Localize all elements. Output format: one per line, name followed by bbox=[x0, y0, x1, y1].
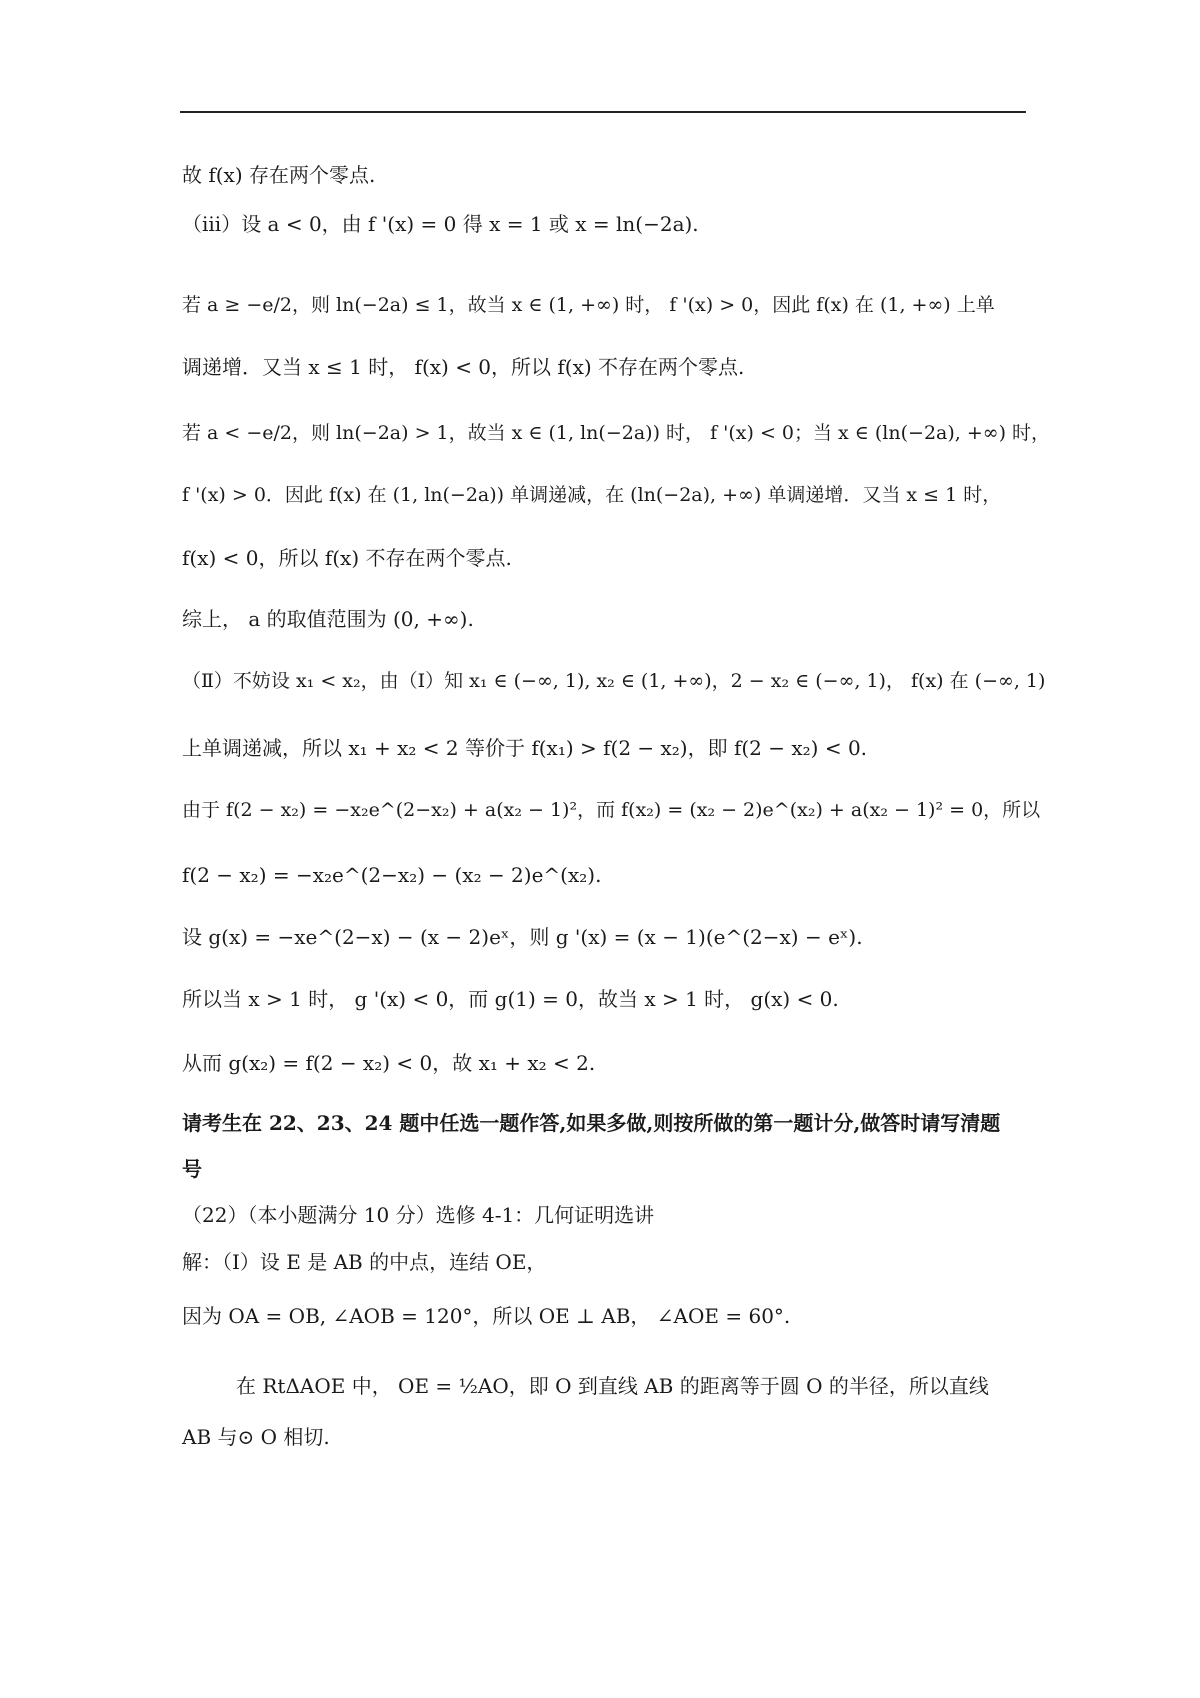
text-line-8: 综上， a 的取值范围为 (0, +∞). bbox=[182, 607, 474, 631]
text-line-9: （Ⅱ）不妨设 x₁ < x₂，由（Ⅰ）知 x₁ ∈ (−∞, 1), x₂ ∈ (1, +∞)，2 − x₂ ∈ (−∞, 1)， f(x) 在 (−∞, 1) bbox=[182, 670, 1046, 692]
text-line-12: f(2 − x₂) = −x₂e^(2−x₂) − (x₂ − 2)e^(x₂). bbox=[182, 863, 602, 887]
text-line-2: （iii）设 a < 0，由 f '(x) = 0 得 x = 1 或 x = ln(−2a). bbox=[182, 212, 699, 236]
question-heading: （22）（本小题满分 10 分）选修 4-1：几何证明选讲 bbox=[182, 1203, 655, 1227]
text-line-10: 上单调递减，所以 x₁ + x₂ < 2 等价于 f(x₁) > f(2 − x₂)，即 f(2 − x₂) < 0. bbox=[182, 736, 868, 760]
text-line-5: 若 a < −e/2，则 ln(−2a) > 1，故当 x ∈ (1, ln(−2a)) 时， f '(x) < 0；当 x ∈ (ln(−2a), +∞) 时， bbox=[182, 422, 1051, 444]
text-line-20: 因为 OA = OB, ∠AOB = 120°，所以 OE ⊥ AB， ∠AOE = 60°. bbox=[182, 1304, 791, 1328]
text-line-1: 故 f(x) 存在两个零点. bbox=[182, 163, 376, 187]
text-line-6: f '(x) > 0．因此 f(x) 在 (1, ln(−2a)) 单调递减，在 (ln(−2a), +∞) 单调递增．又当 x ≤ 1 时， bbox=[182, 484, 1002, 506]
text-line-19: 解：（Ⅰ）设 E 是 AB 的中点，连结 OE， bbox=[182, 1250, 547, 1274]
text-line-4: 调递增．又当 x ≤ 1 时， f(x) < 0，所以 f(x) 不存在两个零点. bbox=[182, 355, 745, 379]
section-instruction-line-1: 请考生在 22、23、24 题中任选一题作答,如果多做,则按所做的第一题计分,做答时请写清题 bbox=[182, 1111, 1001, 1135]
text-line-21: 在 RtΔAOE 中， OE = ½AO，即 O 到直线 AB 的距离等于圆 O 的半径，所以直线 bbox=[236, 1374, 989, 1398]
text-line-22: AB 与⊙ O 相切. bbox=[182, 1425, 330, 1449]
text-line-7: f(x) < 0，所以 f(x) 不存在两个零点. bbox=[182, 546, 512, 570]
text-line-3: 若 a ≥ −e/2，则 ln(−2a) ≤ 1，故当 x ∈ (1, +∞) 时， f '(x) > 0，因此 f(x) 在 (1, +∞) 上单 bbox=[182, 294, 995, 316]
text-line-14: 所以当 x > 1 时， g '(x) < 0，而 g(1) = 0，故当 x > 1 时， g(x) < 0. bbox=[182, 987, 839, 1011]
text-line-13: 设 g(x) = −xe^(2−x) − (x − 2)eˣ，则 g '(x) = (x − 1)(e^(2−x) − eˣ). bbox=[182, 925, 863, 949]
header-rule bbox=[180, 111, 1026, 113]
section-instruction-line-2: 号 bbox=[182, 1157, 202, 1181]
text-line-15: 从而 g(x₂) = f(2 − x₂) < 0，故 x₁ + x₂ < 2. bbox=[182, 1051, 596, 1075]
text-line-11: 由于 f(2 − x₂) = −x₂e^(2−x₂) + a(x₂ − 1)²，而 f(x₂) = (x₂ − 2)e^(x₂) + a(x₂ − 1)² = 0，所以 bbox=[182, 799, 1041, 821]
